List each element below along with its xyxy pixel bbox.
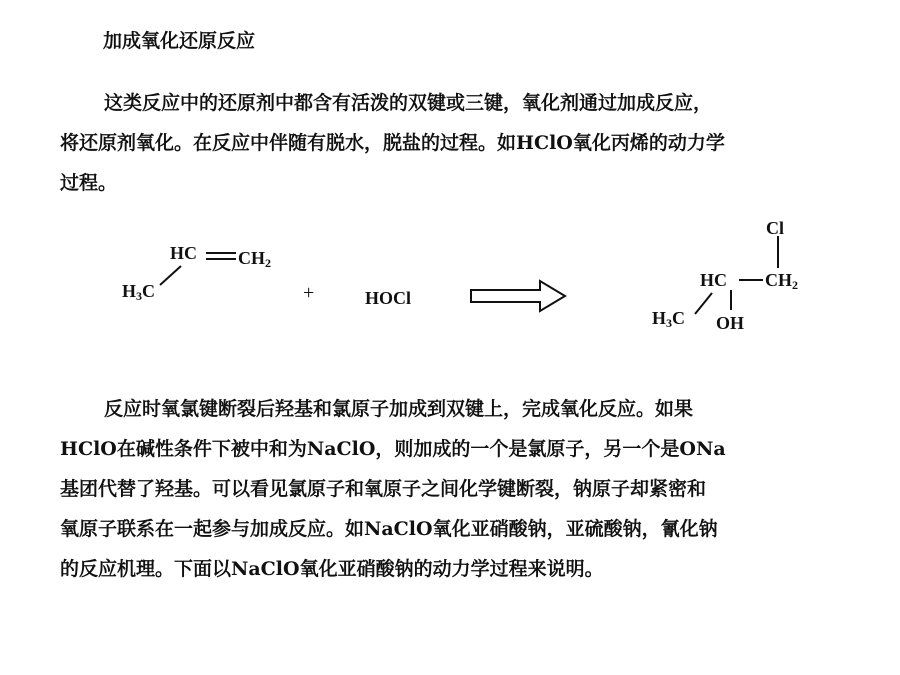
plus-sign: + (303, 282, 315, 304)
section-heading: 加成氧化还原反应 (103, 30, 256, 52)
product-hc-label: HC (700, 270, 727, 290)
mechanism-line-3: 基团代替了羟基。可以看见氯原子和氧原子之间化学键断裂，钠原子却紧密和 (60, 478, 707, 500)
propene-ch2-label: $CH_2$ (238, 248, 271, 270)
product-methyl-bond (695, 293, 712, 314)
mechanism-line-5: 的反应机理。下面以NaClO氧化亚硝酸钠的动力学过程来说明。 (60, 558, 604, 580)
intro-line-3: 过程。 (60, 172, 118, 194)
reaction-arrow (471, 281, 565, 311)
mechanism-line-2: HClO在碱性条件下被中和为NaClO，则加成的一个是氯原子，另一个是ONa (60, 438, 726, 460)
propene-ch-label: HC (170, 243, 197, 263)
intro-line-2: 将还原剂氧化。在反应中伴随有脱水，脱盐的过程。如HClO氧化丙烯的动力学 (60, 132, 725, 154)
product-ch2-label: $CH_2$ (765, 270, 798, 292)
mechanism-line-4: 氧原子联系在一起参与加成反应。如NaClO氧化亚硝酸钠，亚硫酸钠，氰化钠 (60, 518, 718, 540)
product-h3c-label: $H_3C$ (652, 308, 686, 330)
reagent-hocl: HOCl (365, 288, 412, 308)
product-oh-label: OH (716, 313, 745, 333)
mechanism-paragraph (60, 389, 840, 589)
propene-single-bond (160, 266, 181, 285)
intro-line-1: 这类反应中的还原剂中都含有活泼的双键或三键，氧化剂通过加成反应， (104, 92, 713, 114)
mechanism-line-1: 反应时氧氯键断裂后羟基和氯原子加成到双键上，完成氧化反应。如果 (104, 398, 694, 420)
propene-h3c-label: $H_3C$ (122, 281, 156, 303)
product-cl-label: Cl (766, 218, 784, 238)
